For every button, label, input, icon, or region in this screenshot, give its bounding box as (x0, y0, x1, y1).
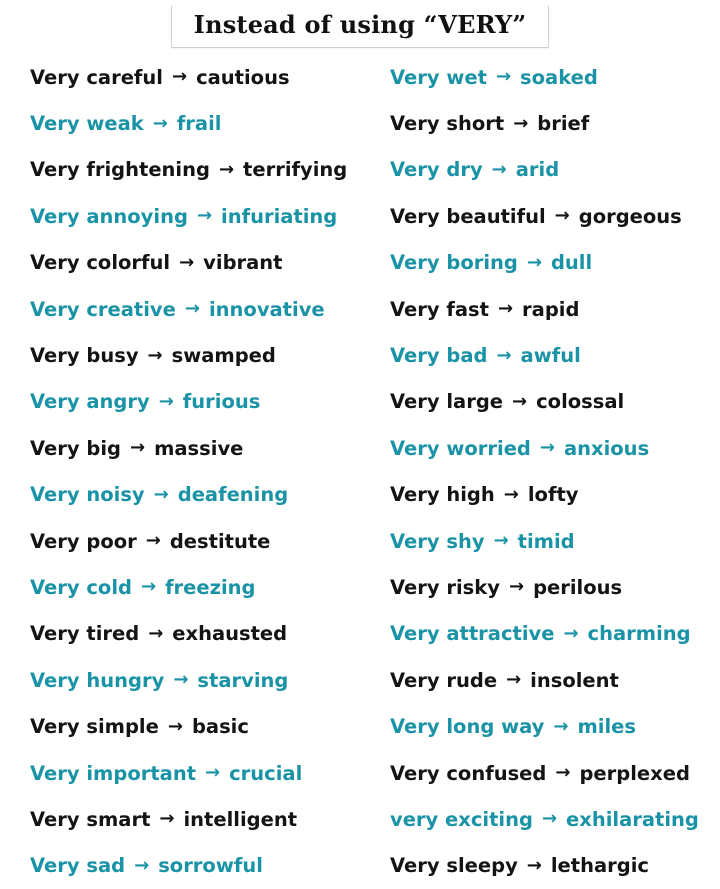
phrase-original: Very boring (390, 251, 518, 275)
phrase-replacement: gorgeous (578, 204, 682, 228)
synonym-row (30, 518, 360, 564)
arrow-icon: → (512, 390, 528, 412)
synonym-row (390, 843, 720, 889)
phrase-original: Very beautiful (390, 204, 546, 228)
phrase-original: Very sleepy (390, 854, 518, 878)
phrase-original: Very important (30, 761, 197, 785)
synonym-row (390, 611, 720, 657)
phrase-replacement: freezing (165, 575, 256, 599)
arrow-icon: → (555, 762, 571, 784)
phrase-replacement: terrifying (243, 158, 348, 182)
arrow-icon: → (218, 158, 235, 180)
phrase-original: Very high (390, 483, 495, 507)
phrase-original: Very sad (30, 854, 126, 878)
arrow-icon: → (179, 251, 195, 273)
phrase-replacement: perilous (533, 575, 623, 599)
phrase-original: Very wet (390, 65, 487, 89)
phrase-original: Very annoying (30, 204, 188, 228)
columns-container (0, 54, 720, 889)
phrase-replacement: colossal (536, 390, 625, 414)
arrow-icon: → (148, 622, 164, 644)
arrow-icon: → (553, 715, 569, 737)
synonym-row (390, 54, 720, 100)
phrase-replacement: anxious (563, 436, 650, 460)
phrase-replacement: infuriating (221, 204, 338, 228)
phrase-original: Very weak (30, 112, 144, 136)
phrase-replacement: exhausted (172, 622, 288, 646)
phrase-original: Very noisy (30, 483, 145, 507)
arrow-icon: → (140, 576, 157, 598)
phrase-original: Very risky (390, 575, 500, 599)
synonym-row (390, 425, 720, 471)
phrase-original: Very short (390, 112, 505, 136)
synonym-row (30, 564, 360, 610)
right-column (360, 54, 720, 889)
phrase-replacement: frail (176, 112, 222, 136)
phrase-original: Very confused (390, 761, 547, 785)
phrase-replacement: timid (517, 529, 575, 553)
synonym-row (30, 425, 360, 471)
synonym-row (390, 750, 720, 796)
arrow-icon: → (147, 344, 163, 366)
arrow-icon: → (159, 808, 175, 830)
synonym-row (390, 564, 720, 610)
synonym-row (30, 657, 360, 703)
phrase-original: Very dry (390, 158, 483, 182)
arrow-icon: → (129, 437, 146, 459)
phrase-original: Very attractive (390, 622, 555, 646)
synonym-row (390, 472, 720, 518)
phrase-replacement: brief (537, 112, 590, 136)
arrow-icon: → (496, 344, 512, 366)
synonym-row (30, 472, 360, 518)
synonym-row (30, 750, 360, 796)
phrase-replacement: rapid (522, 297, 580, 321)
phrase-replacement: dull (550, 251, 593, 275)
phrase-replacement: awful (520, 344, 581, 368)
phrase-original: Very hungry (30, 668, 165, 692)
synonym-row (30, 147, 360, 193)
phrase-original: Very frightening (30, 158, 210, 182)
arrow-icon: → (184, 298, 200, 320)
synonym-row (30, 611, 360, 657)
phrase-replacement: arid (515, 158, 560, 182)
arrow-icon: → (205, 762, 221, 784)
synonym-row (30, 54, 360, 100)
phrase-replacement: perplexed (579, 761, 690, 785)
arrow-icon: → (493, 530, 509, 552)
synonym-row (30, 100, 360, 146)
phrase-replacement: charming (587, 622, 691, 646)
phrase-original: Very busy (30, 344, 139, 368)
synonym-row (30, 286, 360, 332)
arrow-icon: → (526, 854, 542, 876)
phrase-original: Very cold (30, 575, 132, 599)
arrow-icon: → (158, 390, 174, 412)
arrow-icon: → (167, 715, 183, 737)
page-title: Instead of using “VERY” (193, 10, 527, 39)
phrase-original: Very careful (30, 65, 163, 89)
arrow-icon: → (171, 66, 188, 88)
arrow-icon: → (554, 205, 570, 227)
phrase-original: Very creative (30, 297, 176, 321)
phrase-replacement: furious (182, 390, 261, 414)
synonym-row (390, 332, 720, 378)
phrase-replacement: basic (191, 715, 249, 739)
arrow-icon: → (145, 530, 161, 552)
arrow-icon: → (563, 622, 579, 644)
arrow-icon: → (503, 483, 519, 505)
arrow-icon: → (196, 205, 213, 227)
arrow-icon: → (539, 437, 555, 459)
phrase-original: Very smart (30, 807, 151, 831)
phrase-replacement: vibrant (203, 251, 283, 275)
arrow-icon: → (513, 112, 529, 134)
phrase-original: Very simple (30, 715, 159, 739)
synonym-row (30, 240, 360, 286)
title-box (171, 6, 550, 48)
synonym-row (390, 657, 720, 703)
phrase-original: Very rude (390, 668, 498, 692)
arrow-icon: → (491, 158, 507, 180)
phrase-original: Very big (30, 436, 121, 460)
phrase-replacement: sorrowful (158, 854, 263, 878)
synonym-row (390, 193, 720, 239)
phrase-replacement: lofty (527, 483, 579, 507)
phrase-original: Very shy (390, 529, 485, 553)
synonym-row (390, 379, 720, 425)
phrase-replacement: destitute (169, 529, 271, 553)
phrase-original: Very poor (30, 529, 137, 553)
arrow-icon: → (541, 808, 558, 830)
phrase-original: Very bad (390, 344, 488, 368)
phrase-original: Very angry (30, 390, 150, 414)
phrase-replacement: intelligent (183, 807, 298, 831)
synonym-row (30, 796, 360, 842)
phrase-original: very exciting (390, 807, 533, 831)
arrow-icon: → (134, 854, 150, 876)
synonym-row (390, 703, 720, 749)
phrase-original: Very fast (390, 297, 489, 321)
phrase-original: Very long way (390, 715, 545, 739)
phrase-replacement: swamped (171, 344, 276, 368)
phrase-replacement: massive (154, 436, 244, 460)
synonym-row (390, 240, 720, 286)
arrow-icon: → (152, 112, 168, 134)
title-container (0, 0, 720, 48)
arrow-icon: → (508, 576, 525, 598)
synonym-row (390, 147, 720, 193)
phrase-replacement: exhilarating (566, 807, 699, 831)
arrow-icon: → (173, 669, 189, 691)
phrase-replacement: starving (197, 668, 289, 692)
phrase-replacement: crucial (229, 761, 303, 785)
arrow-icon: → (497, 298, 514, 320)
phrase-replacement: insolent (530, 668, 619, 692)
arrow-icon: → (526, 251, 542, 273)
phrase-replacement: miles (577, 715, 636, 739)
arrow-icon: → (506, 669, 522, 691)
phrase-replacement: soaked (520, 65, 598, 89)
synonym-row (390, 286, 720, 332)
synonym-row (30, 843, 360, 889)
synonym-row (390, 518, 720, 564)
phrase-original: Very tired (30, 622, 140, 646)
synonym-row (30, 703, 360, 749)
phrase-original: Very colorful (30, 251, 171, 275)
phrase-replacement: deafening (177, 483, 289, 507)
synonym-row (30, 332, 360, 378)
phrase-original: Very worried (390, 436, 531, 460)
phrase-replacement: cautious (196, 65, 290, 89)
arrow-icon: → (153, 483, 169, 505)
synonym-row (30, 193, 360, 239)
phrase-replacement: innovative (208, 297, 325, 321)
phrase-replacement: lethargic (550, 854, 649, 878)
synonym-row (390, 100, 720, 146)
arrow-icon: → (495, 66, 512, 88)
synonym-row (390, 796, 720, 842)
synonym-row (30, 379, 360, 425)
phrase-original: Very large (390, 390, 504, 414)
left-column (0, 54, 360, 889)
